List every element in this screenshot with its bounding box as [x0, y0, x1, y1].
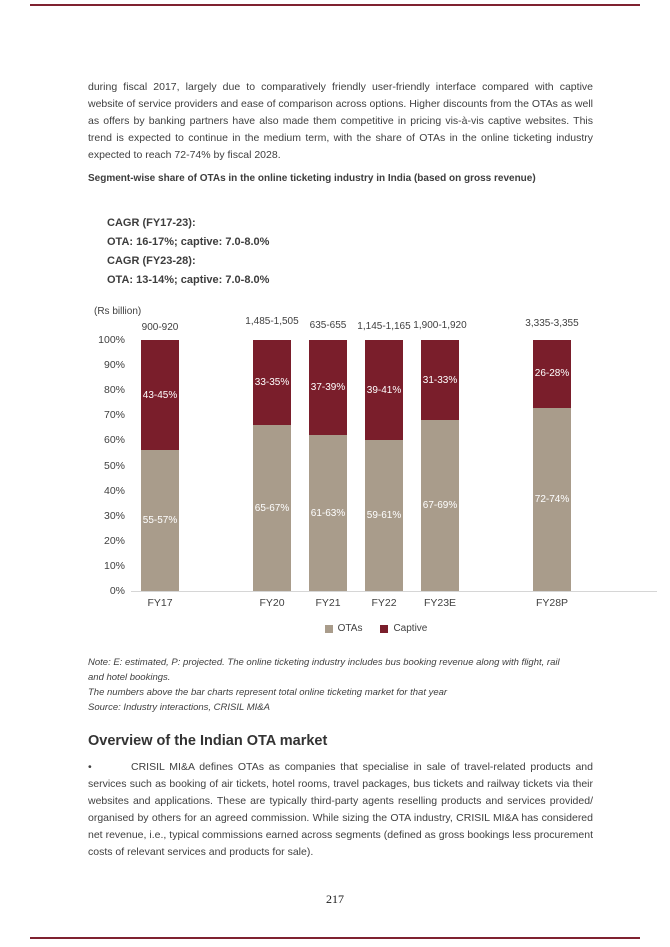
x-axis-tick-label: FY23E	[423, 597, 457, 609]
captive-segment	[141, 340, 179, 450]
captive-segment	[421, 340, 459, 420]
x-axis-tick-label: FY21	[315, 597, 341, 609]
otas-segment	[421, 420, 459, 591]
captive-segment	[253, 340, 291, 425]
legend-swatch-captive	[380, 625, 388, 633]
otas-segment-label: 72-74%	[534, 493, 570, 505]
legend-label-captive: Captive	[393, 623, 428, 634]
legend-item-captive	[380, 623, 427, 634]
otas-segment	[533, 408, 571, 591]
captive-segment	[533, 340, 571, 408]
x-axis-tick-label: FY17	[147, 597, 173, 609]
bar-total-label: 900-920	[141, 322, 179, 333]
stacked-bar	[253, 340, 291, 591]
cagr-line-3: CAGR (FY23-28):	[107, 255, 196, 267]
y-axis-tick-label: 10%	[103, 559, 125, 572]
cagr-line-2: OTA: 16-17%; captive: 7.0-8.0%	[107, 236, 270, 248]
bar-total-label: 3,335-3,355	[525, 318, 579, 329]
chart-unit-label: (Rs billion)	[94, 306, 142, 317]
intro-paragraph: during fiscal 2017, largely due to comparatively friendly user-friendly interface compared with captive website of service providers and ease of comparison across options. Higher discounts from the OTAs as well as offers by banking partners have also made them competitive in pricing vis-à-vis captive websites. This trend is expected to continue in the medium term, with the share of OTAs in the online ticketing industry expected to reach 72-74% by fiscal 2028.	[88, 81, 593, 161]
x-axis-tick-label: FY20	[259, 597, 285, 609]
otas-segment	[141, 450, 179, 591]
cagr-line-1: CAGR (FY17-23):	[107, 217, 196, 229]
captive-segment-label: 39-41%	[366, 384, 402, 396]
y-axis-tick-label: 50%	[103, 459, 125, 472]
y-axis-tick-label: 30%	[103, 509, 125, 522]
overview-paragraph: CRISIL MI&A defines OTAs as companies that specialise in sale of travel-related products and services such as booking of air tickets, hotel rooms, travel packages, bus tickets and railway tickets via their websites and applications. These are typically third-party agents reselling products and services provided/ organised by others for an agreed commission. While sizing the OTA industry, CRISIL MI&A has considered net revenue, i.e., typical commissions earned across segments (defined as gross bookings less procurement costs of relevant services and products for sale).	[88, 761, 593, 858]
captive-segment-label: 26-28%	[534, 368, 570, 380]
captive-segment-label: 37-39%	[310, 382, 346, 394]
bullet-icon: •	[88, 761, 92, 773]
x-axis-line	[131, 591, 657, 592]
otas-segment	[253, 425, 291, 591]
x-axis-tick-label: FY22	[371, 597, 397, 609]
overview-bullet-item	[88, 759, 593, 861]
chart-notes	[88, 655, 560, 715]
y-axis-tick-label: 70%	[103, 409, 125, 422]
captive-segment-label: 31-33%	[422, 374, 458, 386]
otas-segment-label: 67-69%	[422, 500, 458, 512]
otas-segment	[365, 440, 403, 591]
y-axis-tick-label: 60%	[103, 434, 125, 447]
y-axis-tick-label: 0%	[109, 585, 125, 597]
bar-total-label: 1,485-1,505	[245, 316, 299, 327]
otas-segment-label: 61-63%	[310, 507, 346, 519]
legend-item-otas	[325, 623, 363, 634]
stacked-bar	[421, 340, 459, 591]
captive-segment	[365, 340, 403, 440]
bar-total-label: 635-655	[309, 320, 347, 331]
note-line-2: and hotel bookings.	[88, 672, 171, 683]
stacked-bar	[533, 340, 571, 591]
section-heading: Overview of the Indian OTA market	[88, 733, 328, 749]
otas-segment-label: 55-57%	[142, 515, 178, 527]
cagr-line-4: OTA: 13-14%; captive: 7.0-8.0%	[107, 274, 270, 286]
x-axis-tick-label: FY28P	[535, 597, 569, 609]
y-axis-tick-label: 80%	[103, 384, 125, 397]
note-line-3: The numbers above the bar charts represent total online ticketing market for that year	[88, 687, 448, 698]
otas-segment-label: 59-61%	[366, 510, 402, 522]
note-line-1: Note: E: estimated, P: projected. The online ticketing industry includes bus booking revenue along with flight, rail	[88, 657, 560, 668]
stacked-bar	[309, 340, 347, 591]
bottom-rule	[30, 937, 640, 939]
otas-segment	[309, 435, 347, 591]
captive-segment-label: 33-35%	[254, 377, 290, 389]
y-axis-tick-label: 20%	[103, 534, 125, 547]
stacked-bar	[141, 340, 179, 591]
captive-segment-label: 43-45%	[142, 389, 178, 401]
captive-segment	[309, 340, 347, 435]
note-line-4: Source: Industry interactions, CRISIL MI&A	[88, 702, 270, 713]
otas-segment-label: 65-67%	[254, 502, 290, 514]
y-axis-tick-label: 90%	[103, 359, 125, 372]
figure-title: Segment-wise share of OTAs in the online ticketing industry in India (based on gross revenue)	[88, 173, 536, 184]
legend-label-otas: OTAs	[337, 623, 363, 634]
legend-swatch-otas	[325, 625, 333, 633]
bar-total-label: 1,900-1,920	[413, 320, 467, 331]
chart-legend	[131, 623, 621, 634]
stacked-bar	[365, 340, 403, 591]
bar-total-label: 1,145-1,165	[357, 321, 411, 332]
y-axis-tick-label: 100%	[98, 334, 125, 346]
page-number: 217	[326, 892, 344, 906]
y-axis-tick-label: 40%	[103, 484, 125, 497]
